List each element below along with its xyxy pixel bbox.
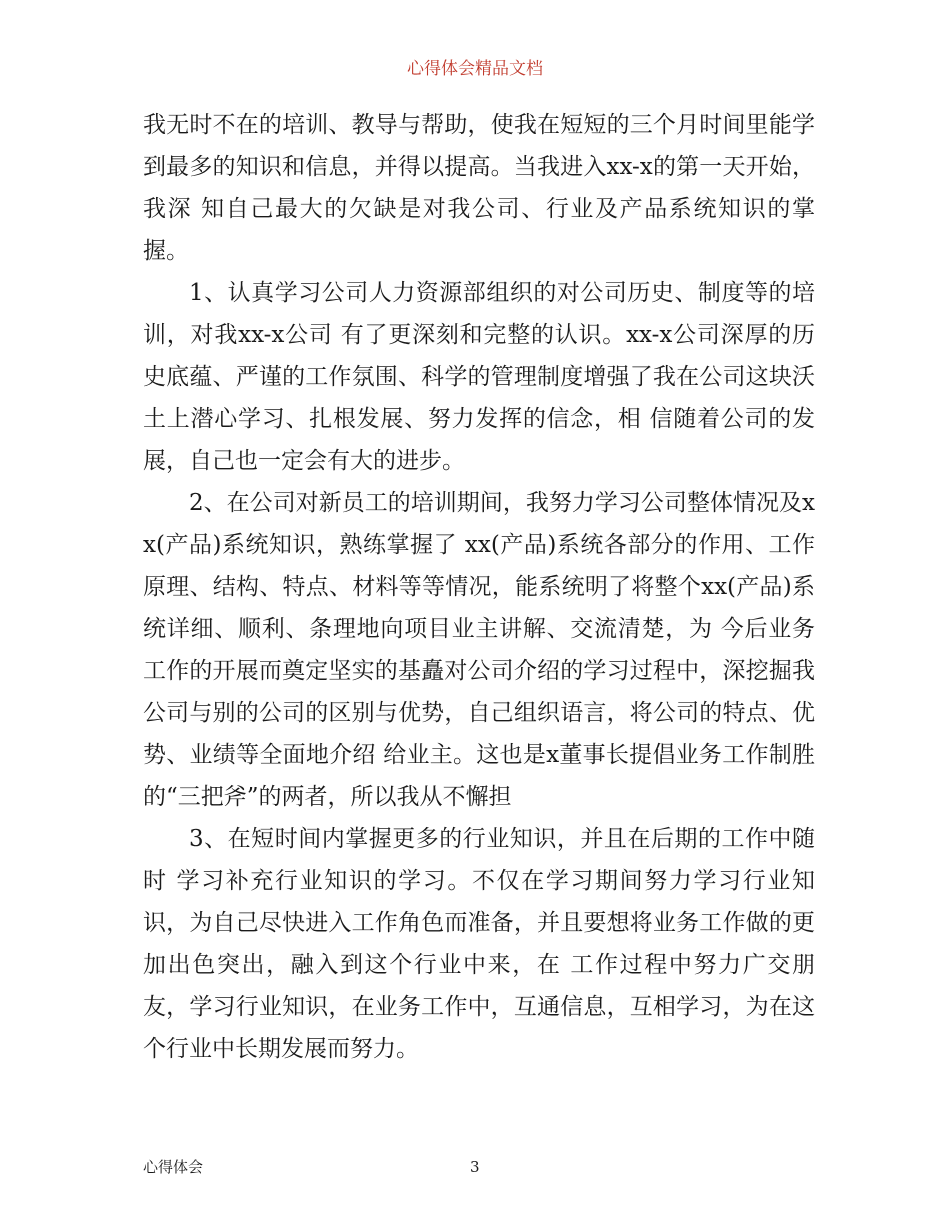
document-body xyxy=(143,104,815,1070)
paragraph-item-3: 3、在短时间内掌握更多的行业知识，并且在后期的工作中随时 学习补充行业知识的学习。不仅在学习期间努力学习行业知识，为自己尽快进入工作角色而准备，并且要想将业务工作做的更加出色突出，融入到这个行业中来，在 工作过程中努力广交朋友，学习行业知识，在业务工作中，互通信息，互相学习，为在这个行业中长期发展而努力。 xyxy=(143,826,815,1062)
paragraph-item-1: 1、认真学习公司人力资源部组织的对公司历史、制度等的培训，对我xx-x公司 有了更深刻和完整的认识。xx-x公司深厚的历史底蕴、严谨的工作氛围、科学的管理制度增强了我在公司这块沃土上潜心学习、扎根发展、努力发挥的信念，相 信随着公司的发展，自己也一定会有大的进步。 xyxy=(143,280,815,474)
page-number: 3 xyxy=(470,1158,480,1176)
paragraph-intro: 我无时不在的培训、教导与帮助，使我在短短的三个月时间里能学到最多的知识和信息，并得以提高。当我进入xx-x的第一天开始，我深 知自己最大的欠缺是对我公司、行业及产品系统知识的掌握。 xyxy=(143,112,815,264)
page-header-title: 心得体会精品文档 xyxy=(407,59,543,79)
paragraph-item-2: 2、在公司对新员工的培训期间，我努力学习公司整体情况及xx(产品)系统知识，熟练掌握了 xx(产品)系统各部分的作用、工作原理、结构、特点、材料等等情况，能系统明了将整个xx(产品)系统详细、顺利、条理地向项目业主讲解、交流清楚，为 今后业务工作的开展而奠定坚实的基矗对公司介绍的学习过程中，深挖掘我公司与别的公司的区别与优势，自己组织语言，将公司的特点、优势、业绩等全面地介绍 给业主。这也是x董事长提倡业务工作制胜的“三把斧”的两者，所以我从不懈担 xyxy=(143,490,815,810)
footer-label: 心得体会 xyxy=(143,1158,204,1176)
page-footer xyxy=(143,1156,815,1178)
